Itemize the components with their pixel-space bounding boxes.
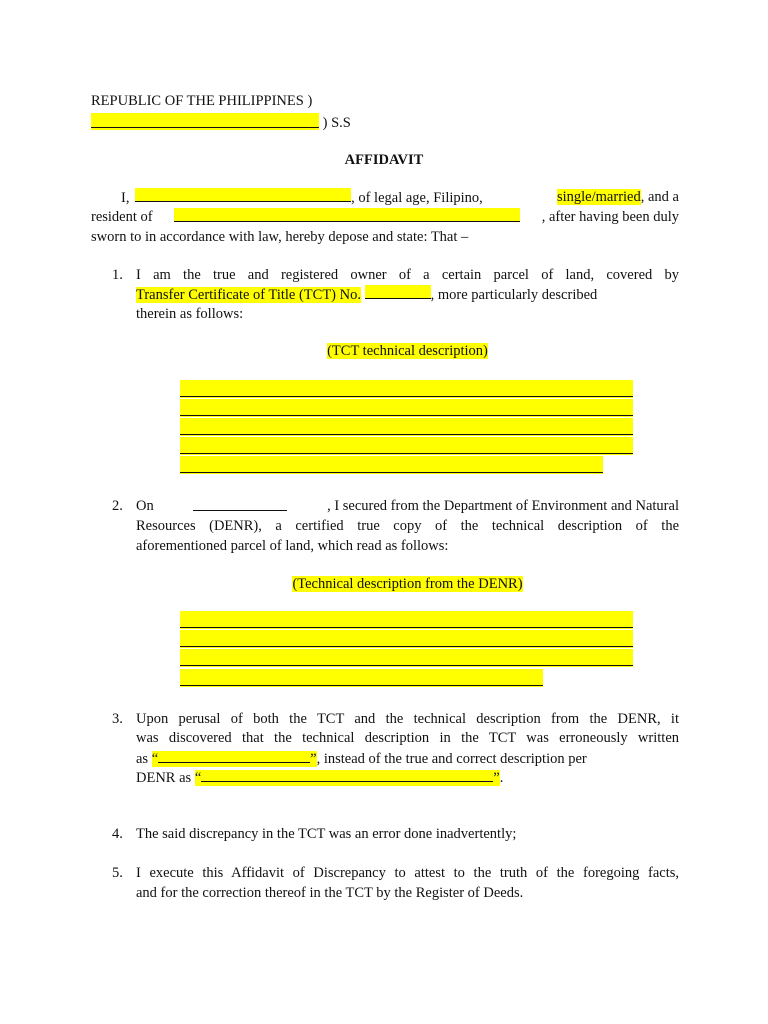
quote-close-2: ”: [493, 770, 500, 786]
correct-description-field[interactable]: [195, 770, 500, 786]
item-3-after-quote: , instead of the true and correct description per: [316, 751, 587, 767]
item-2-line-3: aforementioned parcel of land, which read as follows:: [136, 538, 449, 554]
intro-line-3: sworn to in accordance with law, hereby depose and state: That –: [91, 229, 469, 245]
intro-and-a: , and a: [640, 189, 679, 205]
denr-desc-line-1[interactable]: [180, 611, 633, 629]
denr-desc-line-2[interactable]: [180, 630, 633, 648]
item-5-line-2: and for the correction thereof in the TCT by the Register of Deeds.: [136, 885, 524, 901]
item-4-number: 4.: [112, 826, 123, 842]
ss-line: [91, 113, 351, 132]
item-3-line-4: [136, 768, 503, 787]
tct-description-label-wrap: [136, 342, 679, 361]
civil-status-field[interactable]: single/married: [556, 189, 641, 205]
document-title: AFFIDAVIT: [344, 152, 424, 168]
venue-blank[interactable]: [91, 114, 319, 128]
denr-desc-line-3[interactable]: [180, 649, 633, 667]
intro-line-2: [91, 208, 679, 227]
republic-line: [91, 92, 312, 111]
quote-open-2: “: [194, 770, 202, 786]
item-4-line-1: The said discrepancy in the TCT was an error done inadvertently;: [136, 826, 517, 842]
item-3-line-1: Upon perusal of both the TCT and the technical description from the DENR, it: [136, 711, 679, 727]
tct-desc-line-4[interactable]: [180, 437, 633, 455]
item-3-as: as: [136, 751, 149, 767]
item-5-line-1: I execute this Affidavit of Discrepancy to attest to the truth of the foregoing facts,: [136, 865, 679, 881]
intro-i: I,: [121, 190, 130, 206]
item-2-line-2: Resources (DENR), a certified true copy of the technical description of the: [136, 518, 679, 534]
republic-text: REPUBLIC OF THE PHILIPPINES ): [91, 93, 313, 109]
item-5-number: 5.: [112, 865, 123, 881]
tct-label: Transfer Certificate of Title (TCT) No.: [136, 287, 361, 303]
tct-description-label: (TCT technical description): [327, 343, 488, 359]
tct-desc-line-2[interactable]: [180, 399, 633, 417]
tct-desc-line-5[interactable]: [180, 456, 603, 474]
intro-after-residence: , after having been duly: [541, 209, 679, 225]
item-1-number: 1.: [112, 267, 123, 283]
residence-blank[interactable]: [174, 208, 520, 222]
erroneous-description-blank[interactable]: [158, 749, 310, 763]
item-3-line-3: [136, 749, 679, 768]
item-2-number: 2.: [112, 498, 123, 514]
intro-resident-of: resident of: [91, 209, 153, 225]
affiant-name-blank[interactable]: [135, 188, 351, 202]
item-1-after-tct: , more particularly described: [430, 287, 598, 303]
venue-blank-highlight: [91, 113, 319, 130]
item-3-number: 3.: [112, 711, 123, 727]
intro-after-name: , of legal age, Filipino,: [351, 190, 483, 206]
date-blank[interactable]: [193, 497, 287, 511]
erroneous-description-field[interactable]: [152, 751, 317, 767]
item-3-denr-as: DENR as: [136, 770, 192, 786]
tct-desc-line-3[interactable]: [180, 418, 633, 436]
denr-description-label: (Technical description from the DENR): [292, 576, 523, 592]
item-3-line-2: was discovered that the technical description in the TCT was erroneously written: [136, 730, 679, 746]
item-1-line-2: [136, 285, 679, 304]
item-1-line-1: I am the true and registered owner of a certain parcel of land, covered by: [136, 267, 679, 283]
item-3-end: .: [499, 770, 504, 786]
item-2-on: On: [136, 498, 154, 514]
quote-open: “: [151, 751, 159, 767]
item-1-line-3: therein as follows:: [136, 306, 244, 322]
item-2-after-date: , I secured from the Department of Environment and Natural: [327, 498, 679, 514]
intro-line-1: [91, 188, 679, 207]
tct-number-blank[interactable]: [365, 285, 431, 299]
ss-text: ) S.S: [322, 115, 351, 131]
correct-description-blank[interactable]: [201, 768, 493, 782]
denr-desc-line-4[interactable]: [180, 669, 543, 687]
tct-desc-line-1[interactable]: [180, 380, 633, 398]
quote-close: ”: [310, 751, 317, 767]
item-2-line-1: [136, 497, 679, 516]
denr-description-label-wrap: [136, 575, 679, 594]
